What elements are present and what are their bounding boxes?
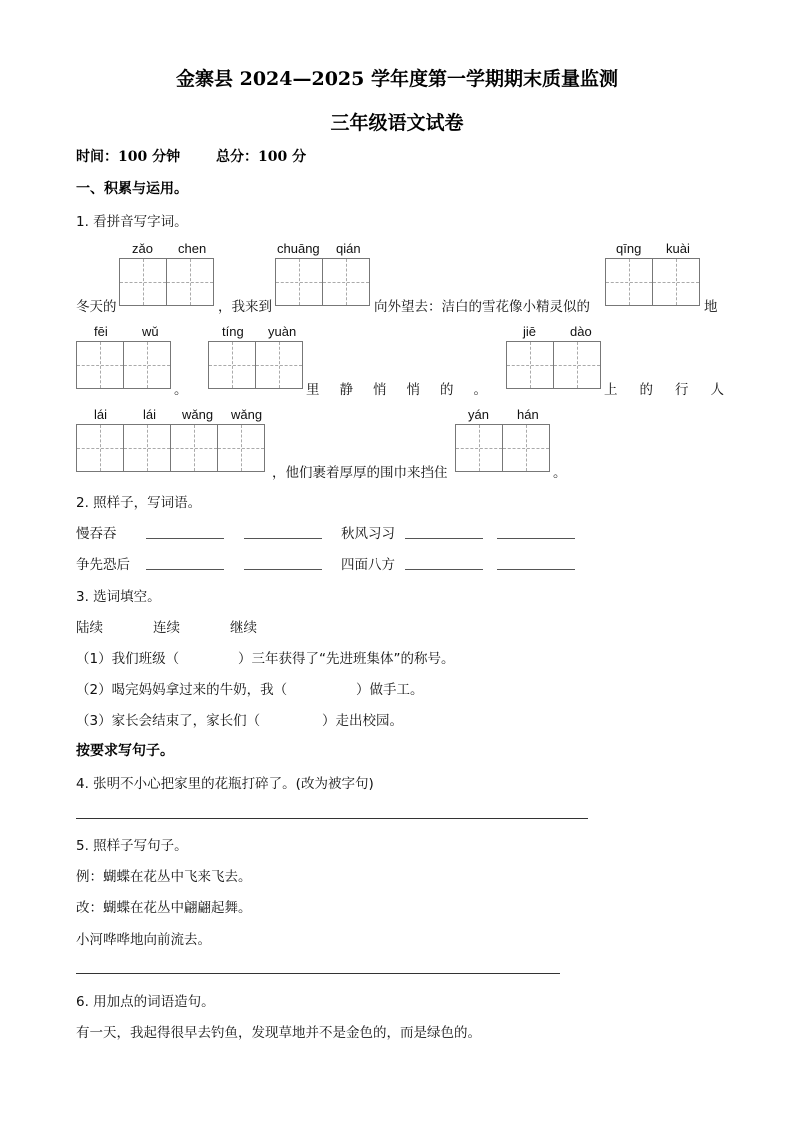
sentence-text: ，他们裹着厚厚的围巾来挡住: [272, 465, 448, 481]
sentence-text: 。: [553, 465, 567, 481]
answer-line[interactable]: [76, 818, 588, 819]
q6-sentence: 有一天，我起得很早去钓鱼，发现草地并不是金色的，而是绿色的。: [76, 1025, 481, 1041]
example-sentence: 例：蝴蝶在花丛中飞来飞去。: [76, 869, 252, 885]
pinyin: zǎo: [132, 241, 153, 256]
pinyin: lái: [143, 407, 157, 422]
section-heading: 一、积累与运用。: [76, 181, 188, 197]
answer-line[interactable]: [497, 538, 575, 539]
answer-line[interactable]: [244, 569, 322, 570]
sentence-text: 上的行人: [604, 382, 746, 398]
question-4-label: 4. 张明不小心把家里的花瓶打碎了。(改为被字句): [76, 776, 374, 792]
writing-grid[interactable]: [208, 341, 302, 389]
choice-word: 连续: [153, 620, 180, 636]
writing-grid[interactable]: [275, 258, 369, 306]
choice-word: 继续: [230, 620, 257, 636]
changed-sentence: 改：蝴蝶在花丛中翩翩起舞。: [76, 900, 252, 916]
question-6-label: 6. 用加点的词语造句。: [76, 994, 215, 1010]
fill-sentence: （2）喝完妈妈拿过来的牛奶，我（: [76, 682, 288, 698]
pinyin: tíng: [222, 324, 244, 339]
writing-grid[interactable]: [119, 258, 213, 306]
fill-sentence: ）三年获得了“先进班集体”的称号。: [238, 651, 455, 667]
pinyin: lái: [94, 407, 108, 422]
pinyin: wǎng: [182, 407, 214, 422]
pinyin: wǎng: [231, 407, 263, 422]
exam-title: 金寨县 2024—2025 学年度第一学期期末质量监测: [176, 68, 618, 90]
answer-line[interactable]: [146, 569, 224, 570]
exam-subtitle: 三年级语文试卷: [330, 112, 464, 134]
question-1-label: 1. 看拼音写字词。: [76, 214, 188, 230]
pinyin: kuài: [666, 241, 690, 256]
fill-sentence: （3）家长会结束了，家长们（: [76, 713, 261, 729]
subsection-heading: 按要求写句子。: [76, 743, 174, 759]
answer-line[interactable]: [76, 973, 560, 974]
pinyin: qián: [336, 241, 361, 256]
fill-sentence: （1）我们班级（: [76, 651, 180, 667]
answer-line[interactable]: [405, 538, 483, 539]
fill-sentence: ）走出校园。: [322, 713, 403, 729]
pinyin: jiē: [523, 324, 537, 339]
pinyin: dào: [570, 324, 592, 339]
exam-time: 时间：100 分钟: [76, 149, 181, 165]
pinyin: qīng: [616, 241, 642, 256]
writing-grid[interactable]: [506, 341, 600, 389]
writing-grid[interactable]: [76, 341, 170, 389]
example-word: 慢吞吞: [76, 526, 117, 542]
writing-grid[interactable]: [455, 424, 549, 472]
task-sentence: 小河哗哗地向前流去。: [76, 932, 211, 948]
sentence-text: 地: [704, 299, 718, 315]
pinyin: wǔ: [142, 324, 159, 339]
sentence-text: 。: [174, 382, 188, 398]
example-word: 秋风习习: [341, 526, 395, 542]
sentence-text: 冬天的: [76, 299, 117, 315]
sentence-text: 里静悄悄的。: [306, 382, 507, 398]
answer-line[interactable]: [146, 538, 224, 539]
answer-line[interactable]: [244, 538, 322, 539]
sentence-text: 向外望去：洁白的雪花像小精灵似的: [374, 299, 590, 315]
pinyin: chuāng: [277, 241, 320, 256]
pinyin: chen: [178, 241, 207, 256]
pinyin: yán: [468, 407, 489, 422]
answer-line[interactable]: [497, 569, 575, 570]
sentence-text: ，我来到: [218, 299, 272, 315]
pinyin: yuàn: [268, 324, 297, 339]
writing-grid[interactable]: [76, 424, 264, 472]
answer-line[interactable]: [405, 569, 483, 570]
exam-total-score: 总分：100 分: [216, 149, 307, 165]
writing-grid[interactable]: [605, 258, 699, 306]
pinyin: hán: [517, 407, 539, 422]
example-word: 四面八方: [341, 557, 395, 573]
question-5-label: 5. 照样子写句子。: [76, 838, 188, 854]
example-word: 争先恐后: [76, 557, 130, 573]
choice-word: 陆续: [76, 620, 103, 636]
fill-sentence: ）做手工。: [356, 682, 424, 698]
pinyin: fēi: [94, 324, 108, 339]
question-3-label: 3. 选词填空。: [76, 589, 161, 605]
question-2-label: 2. 照样子，写词语。: [76, 495, 202, 511]
